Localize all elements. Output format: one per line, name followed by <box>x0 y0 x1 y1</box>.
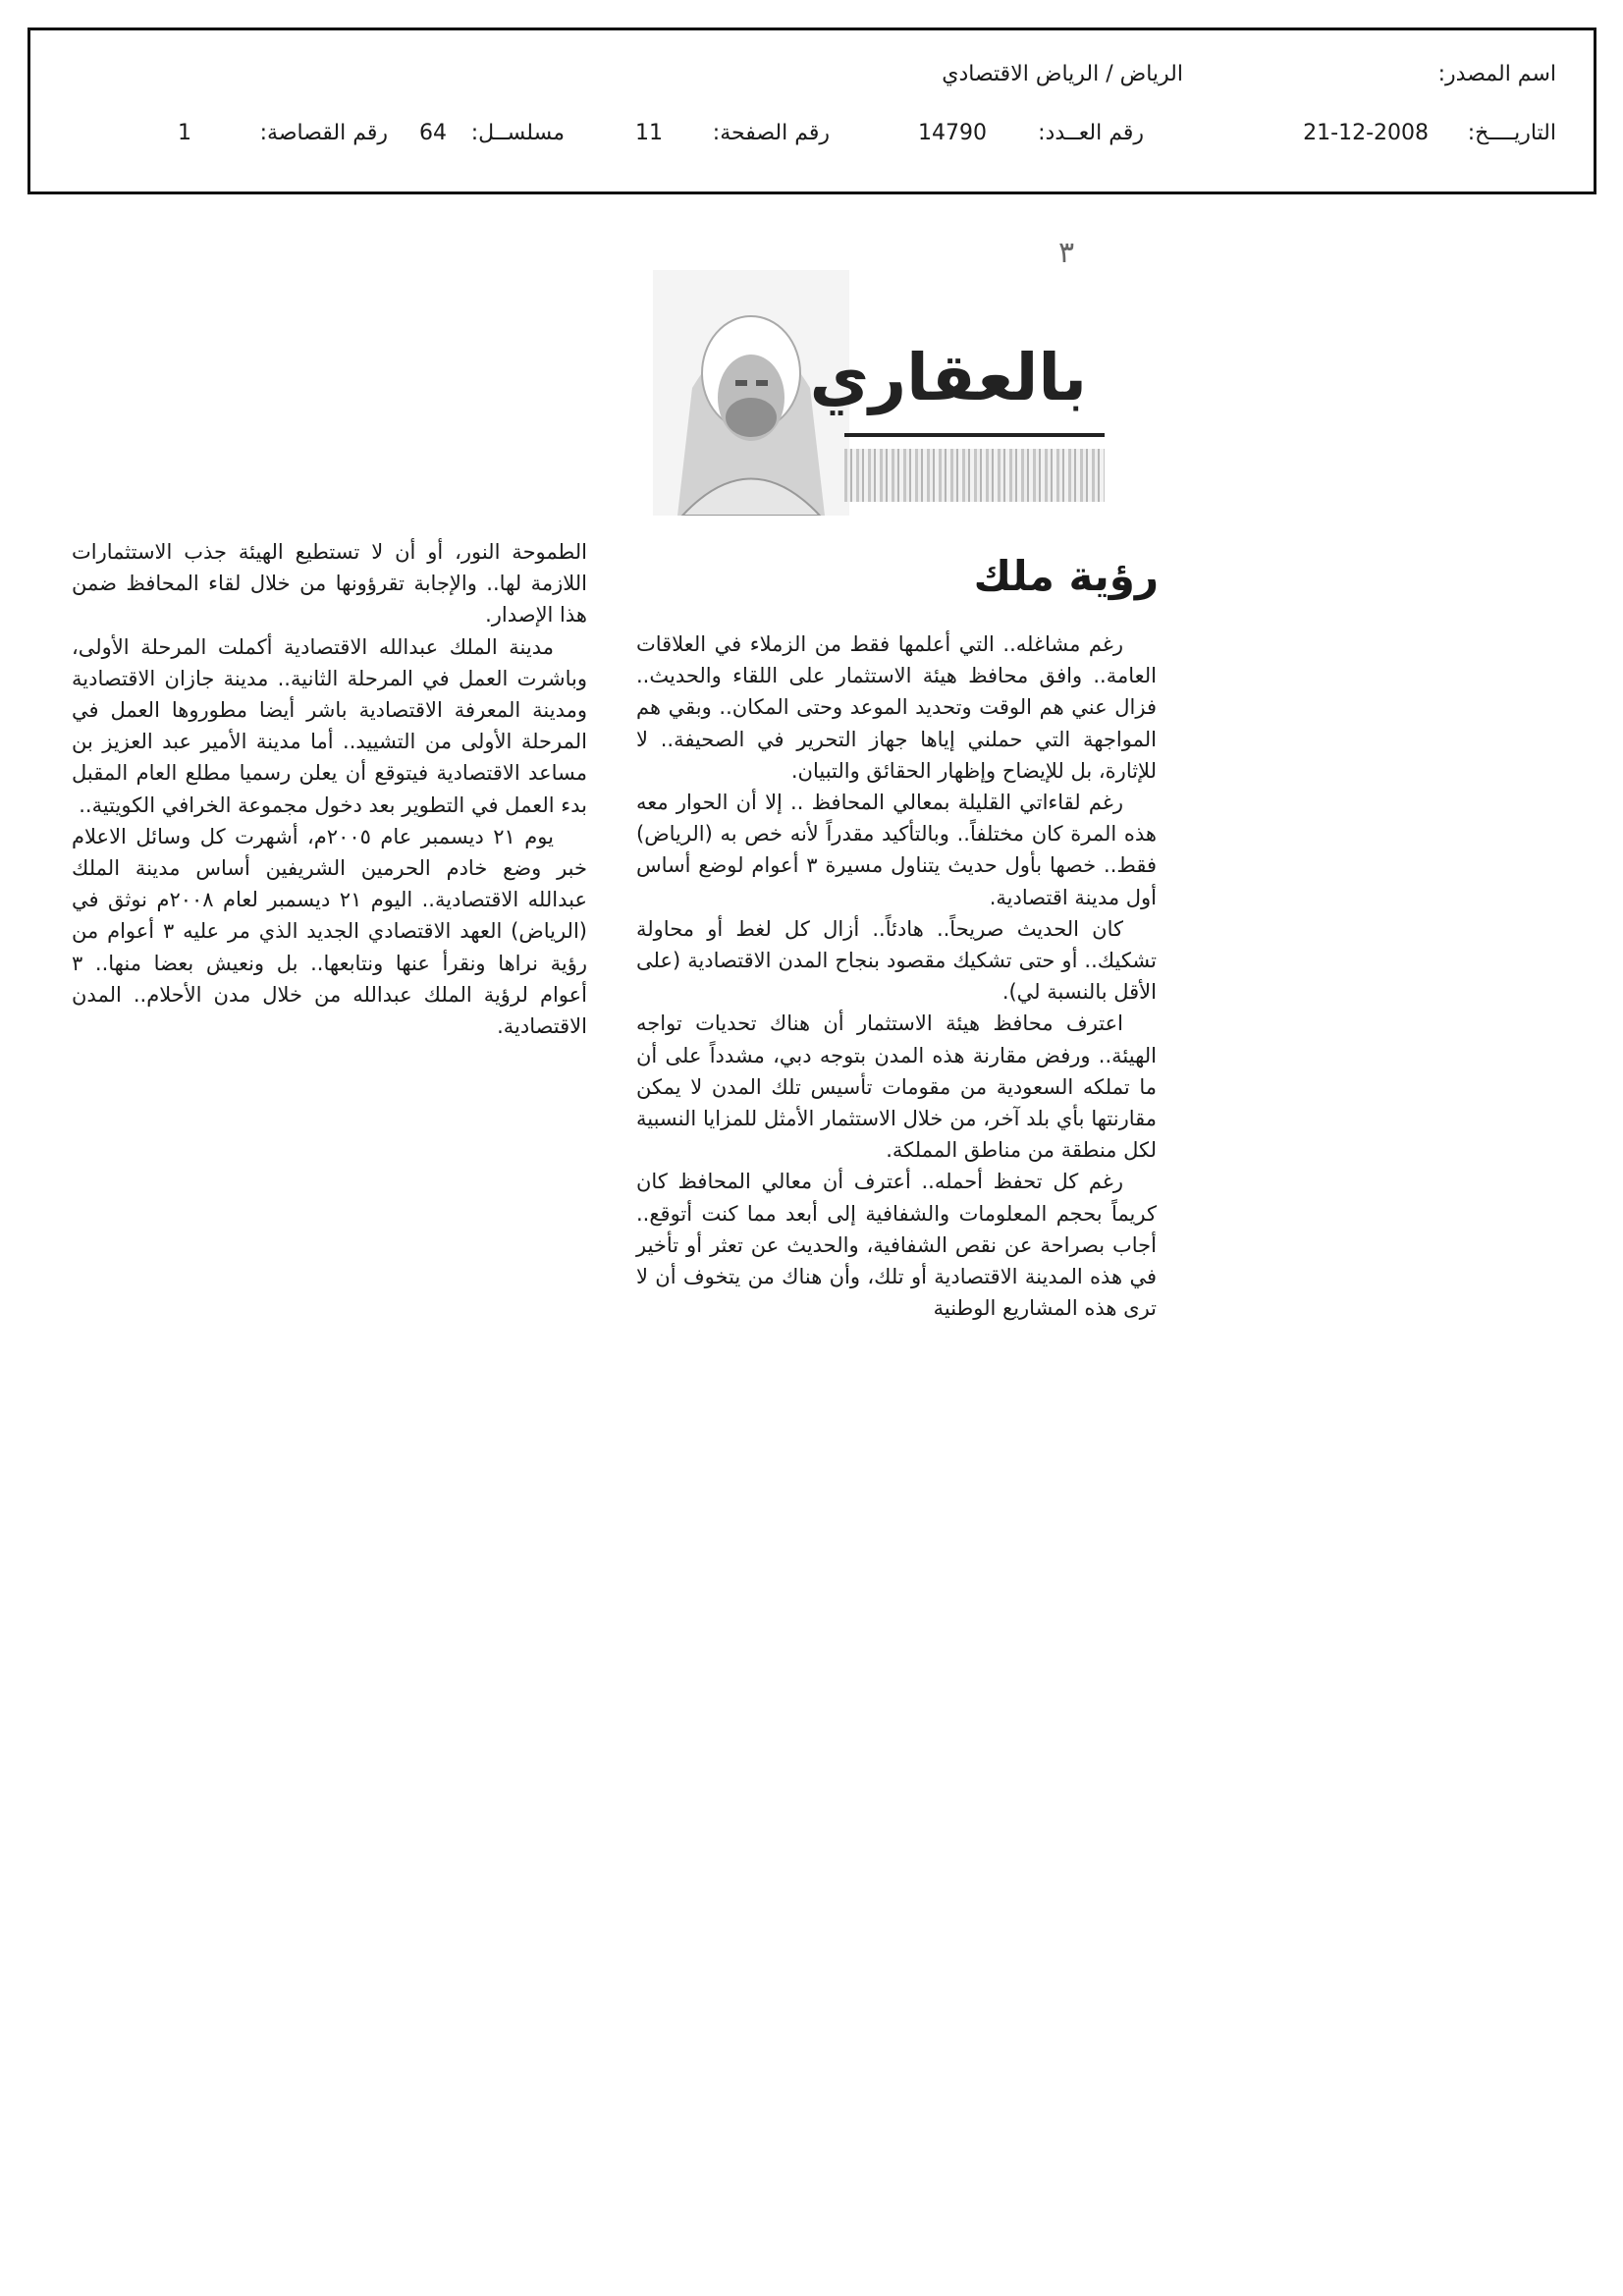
source-label: اسم المصدر: <box>1437 62 1556 86</box>
paragraph: مدينة الملك عبدالله الاقتصادية أكملت المرحلة الأولى، وباشرت العمل في المرحلة الثانية.. مدينة جازان الاقتصادية ومدينة المعرفة الاقتصادية باشر أيضا مطوروها العمل في المرحلة الأولى من التشييد.. أما مدينة الأمير عبد العزيز بن مساعد الاقتصادية فيتوقع أن يعلن رسميا مطلع العام المقبل بدء العمل في التطوير بعد دخول مجموعة الخرافي الكويتية.. <box>72 634 587 817</box>
date-label: التاريــــخ: <box>1467 121 1556 145</box>
clip-label: رقم القصاصة: <box>259 121 388 145</box>
source-value: الرياض / الرياض الاقتصادي <box>942 62 1183 86</box>
article-headline: رؤية ملك <box>973 552 1159 600</box>
article-column-left <box>72 536 587 1042</box>
article-column-right <box>636 629 1157 1324</box>
paragraph: الطموحة النور، أو أن لا تستطيع الهيئة جذب الاستثمارات اللازمة لها.. والإجابة تقرؤونها من خلال لقاء المحافظ ضمن هذا الإصدار. <box>72 540 587 628</box>
page-mark: ٣ <box>1058 236 1075 270</box>
paragraph: اعترف محافظ هيئة الاستثمار أن هناك تحديات تواجه الهيئة.. ورفض مقارنة هذه المدن بتوجه دبي، مشدداً على أن ما تملكه السعودية من مقومات تأسيس تلك المدن لا يمكن مقارنتها بأي بلد آخر، من خلال الاستثمار الأمثل للمزايا النسبية لكل منطقة من مناطق المملكة. <box>636 1011 1157 1163</box>
page-label: رقم الصفحة: <box>712 121 830 145</box>
serial-label: مسلســل: <box>470 121 565 145</box>
paragraph: رغم كل تحفظ أحمله.. أعترف أن معالي المحافظ كان كريماً بحجم المعلومات والشفافية إلى أبعد مما كنت أتوقع.. أجاب بصراحة عن نقص الشفافية، والحديث عن تعثر أو تأخير في هذه المدينة الاقتصادية أو تلك، وأن هناك من يتخوف أن لا ترى هذه المشاريع الوطنية <box>636 1170 1157 1321</box>
columnist-logo <box>809 339 1105 516</box>
paragraph: يوم ٢١ ديسمبر عام ٢٠٠٥م، أشهرت كل وسائل الاعلام خبر وضع خادم الحرمين الشريفين أساس مدينة الملك عبدالله الاقتصادية.. اليوم ٢١ ديسمبر لعام ٢٠٠٨م نوثق في (الرياض) العهد الاقتصادي الجديد الذي مر عليه ٣ أعوام من رؤية نراها ونقرأ عنها ونتابعها.. بل ونعيش بعضا منها.. ٣ أعوام لرؤية الملك عبدالله من خلال مدن الأحلام.. المدن الاقتصادية. <box>72 824 587 1039</box>
logo-underline <box>844 433 1105 437</box>
page-value: 11 <box>635 121 663 145</box>
paragraph: رغم مشاغله.. التي أعلمها فقط من الزملاء في العلاقات العامة.. وافق محافظ هيئة الاستثمار على اللقاء والحديث.. فزال عني هم الوقت وتحديد الموعد وحتى المكان.. وبقي هم المواجهة التي حملني إياها جهاز التحرير في الصحيفة.. لا للإثارة، بل للإيضاح وإظهار الحقائق والتبيان. <box>636 632 1157 783</box>
clipping-metadata-box <box>27 27 1596 194</box>
paragraph: رغم لقاءاتي القليلة بمعالي المحافظ .. إلا أن الحوار معه هذه المرة كان مختلفاً.. وبالتأكيد مقدراً لأنه خص به (الرياض) فقط.. خصها بأول حديث يتناول مسيرة ٣ أعوام لوضع أساس أول مدينة اقتصادية. <box>636 791 1157 909</box>
serial-value: 64 <box>419 121 447 145</box>
date-value: 21-12-2008 <box>1303 121 1429 145</box>
issue-value: 14790 <box>918 121 987 145</box>
issue-label: رقم العــدد: <box>1038 121 1144 145</box>
clip-value: 1 <box>178 121 191 145</box>
logo-pattern-strip <box>844 449 1105 502</box>
columnist-name: بالعقاري <box>809 340 1087 415</box>
paragraph: كان الحديث صريحاً.. هادئاً.. أزال كل لغط أو محاولة تشكيك.. أو حتى تشكيك مقصود بنجاح المدن الاقتصادية (على الأقل بالنسبة لي). <box>636 916 1157 1005</box>
